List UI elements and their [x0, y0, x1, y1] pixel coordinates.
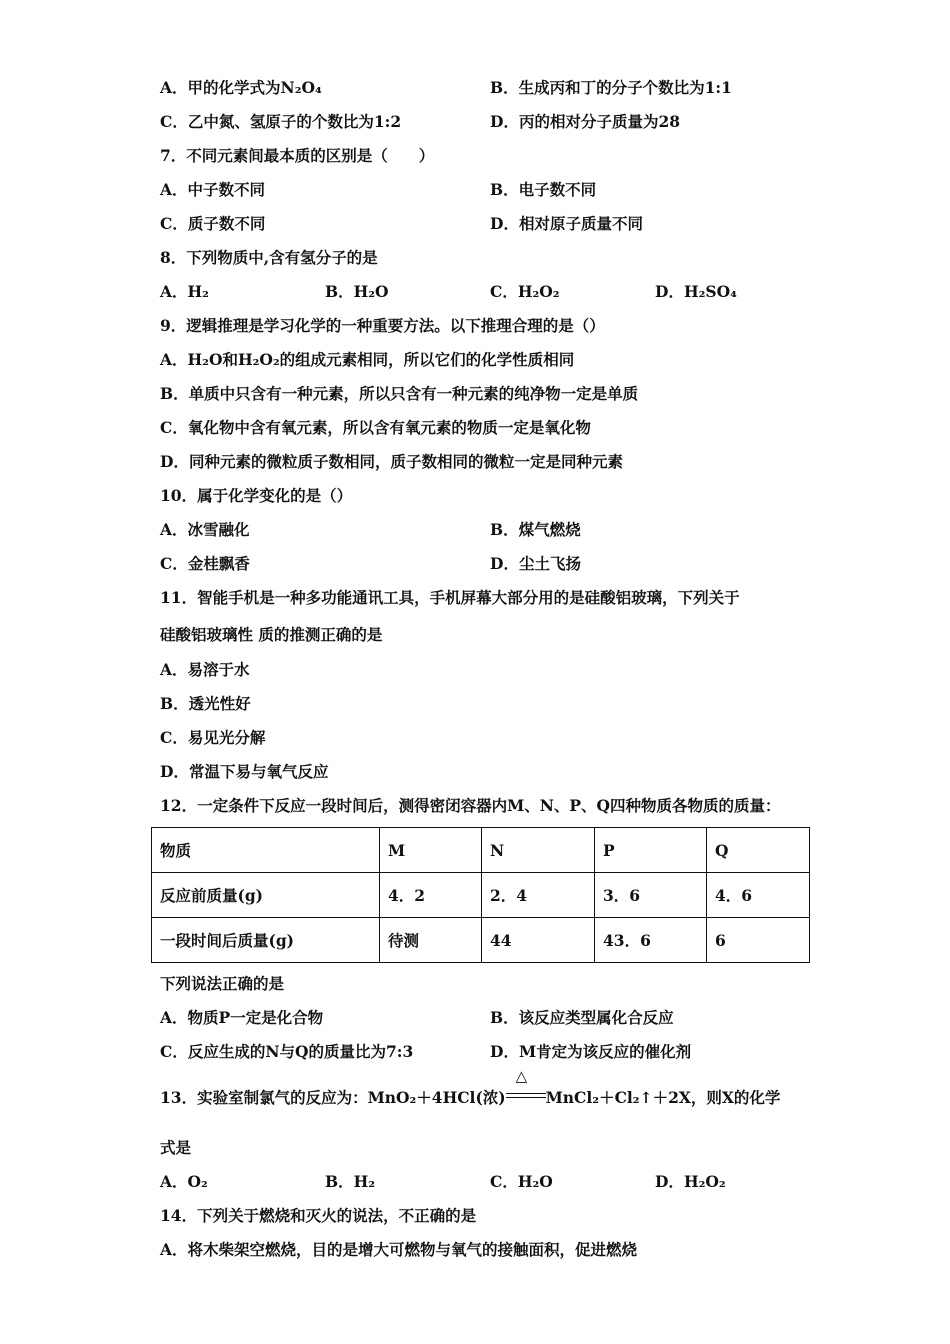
q8-stem: 8．下列物质中,含有氢分子的是: [160, 248, 378, 267]
q11-stem-line2: 硅酸铝玻璃性 质的推测正确的是: [160, 625, 383, 644]
q13-option-a: A．O₂: [160, 1172, 208, 1191]
q9-stem: 9．逻辑推理是学习化学的一种重要方法。以下推理合理的是（）: [160, 316, 605, 335]
table-header-row: [152, 828, 810, 873]
q7-option-d: D．相对原子质量不同: [490, 214, 643, 233]
q10-option-c: C．金桂飘香: [160, 554, 250, 573]
q6-option-b: B．生成丙和丁的分子个数比为1:1: [490, 78, 732, 97]
q13-stem-suffix: MnCl₂＋Cl₂↑＋2X，则X的化学: [545, 1088, 781, 1107]
q9-option-c: C．氧化物中含有氧元素，所以含有氧元素的物质一定是氧化物: [160, 418, 591, 437]
q7-option-b: B．电子数不同: [490, 180, 597, 199]
q13-option-c: C．H₂O: [490, 1172, 553, 1191]
table-header-cell: M: [380, 828, 482, 873]
q12-option-d: D．M肯定为该反应的催化剂: [490, 1042, 692, 1061]
q13-stem-prefix: 13．实验室制氯气的反应为：MnO₂＋4HCl(浓): [160, 1088, 506, 1107]
q8-option-d: D．H₂SO₄: [655, 282, 737, 301]
q11-option-b: B．透光性好: [160, 694, 251, 713]
table-header-cell: Q: [707, 828, 810, 873]
table-cell: 6: [707, 918, 810, 963]
table-cell: 44: [482, 918, 595, 963]
q13-option-d: D．H₂O₂: [655, 1172, 726, 1191]
table-header-cell: N: [482, 828, 595, 873]
table-cell: 反应前质量(g): [152, 873, 380, 918]
q6-option-a: A．甲的化学式为N₂O₄: [160, 78, 322, 97]
q11-option-a: A．易溶于水: [160, 660, 250, 679]
q7-stem: 7．不同元素间最本质的区别是（ ）: [160, 146, 435, 165]
table-cell: 2．4: [482, 873, 595, 918]
q12-mass-table: [151, 827, 810, 963]
table-cell: 4．2: [380, 873, 482, 918]
q10-option-a: A．冰雪融化: [160, 520, 250, 539]
table-cell: 待测: [380, 918, 482, 963]
q7-option-a: A．中子数不同: [160, 180, 266, 199]
heating-equals-sign: [506, 1067, 546, 1110]
q8-option-b: B．H₂O: [325, 282, 389, 301]
table-cell: 3．6: [595, 873, 707, 918]
q13-option-b: B．H₂: [325, 1172, 376, 1191]
table-header-cell: P: [595, 828, 707, 873]
q9-option-b: B．单质中只含有一种元素，所以只含有一种元素的纯净物一定是单质: [160, 384, 639, 403]
q8-option-c: C．H₂O₂: [490, 282, 560, 301]
q14-option-a: A．将木柴架空燃烧，目的是增大可燃物与氧气的接触面积，促进燃烧: [160, 1240, 638, 1259]
table-row: [152, 873, 810, 918]
q14-stem: 14．下列关于燃烧和灭火的说法，不正确的是: [160, 1206, 477, 1225]
table-cell: 一段时间后质量(g): [152, 918, 380, 963]
q10-stem: 10．属于化学变化的是（）: [160, 486, 353, 505]
q6-option-d: D．丙的相对分子质量为28: [490, 112, 681, 131]
table-header-cell: 物质: [152, 828, 380, 873]
q10-option-b: B．煤气燃烧: [490, 520, 581, 539]
heating-triangle-icon: △: [515, 1067, 528, 1085]
q10-option-d: D．尘土飞扬: [490, 554, 581, 573]
q13-stem-line2: 式是: [160, 1138, 192, 1157]
q12-option-a: A．物质P一定是化合物: [160, 1008, 324, 1027]
table-cell: 43．6: [595, 918, 707, 963]
q12-follow: 下列说法正确的是: [160, 974, 285, 993]
q13-stem-line1: [160, 1067, 781, 1110]
q6-option-c: C．乙中氮、氢原子的个数比为1:2: [160, 112, 402, 131]
q7-option-c: C．质子数不同: [160, 214, 266, 233]
q12-option-b: B．该反应类型属化合反应: [490, 1008, 674, 1027]
q9-option-d: D．同种元素的微粒质子数相同，质子数相同的微粒一定是同种元素: [160, 452, 623, 471]
q12-option-c: C．反应生成的N与Q的质量比为7:3: [160, 1042, 414, 1061]
q11-stem-line1: 11．智能手机是一种多功能通讯工具，手机屏幕大部分用的是硅酸铝玻璃，下列关于: [160, 588, 740, 607]
q12-stem: 12．一定条件下反应一段时间后，测得密闭容器内M、N、P、Q四种物质各物质的质量：: [160, 796, 781, 815]
q11-option-c: C．易见光分解: [160, 728, 266, 747]
q9-option-a: A．H₂O和H₂O₂的组成元素相同，所以它们的化学性质相同: [160, 350, 575, 369]
q8-option-a: A．H₂: [160, 282, 209, 301]
table-row: [152, 918, 810, 963]
q11-option-d: D．常温下易与氧气反应: [160, 762, 329, 781]
table-cell: 4．6: [707, 873, 810, 918]
